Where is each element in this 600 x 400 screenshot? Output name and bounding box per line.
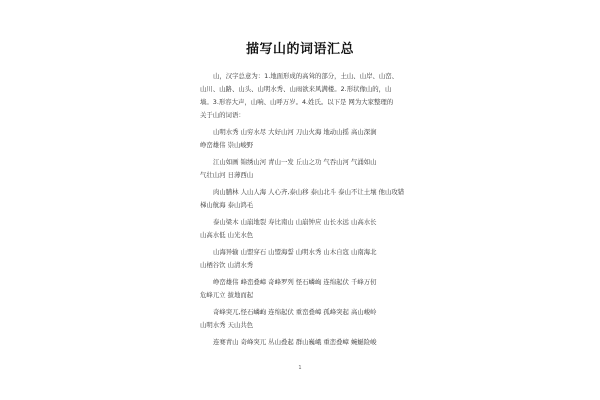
word-group-line: 山明水秀 天山共色 [200,321,254,329]
intro-line: 山，汉字总意为：1.地面形成的高耸的部分，土山、山岸、山峦、 [213,72,399,80]
word-group-line: 峥峦雄伟 崇山峻野 [200,141,254,149]
word-group-line: 山海异输 山盟穿石 山盟海誓 山明水秀 山木自寇 山南海北 [213,248,377,256]
word-group-line: 江山如画 锦绣山河 青山一发 丘山之功 气吞山河 气涌如山 [213,158,377,166]
word-group-line: 山明水秀 山穷水尽 大好山河 刀山火海 地动山摇 高山深涧 [213,128,377,136]
word-group-line: 危峰兀立 拔地而起 [200,291,254,299]
word-group-line: 连赛青山 奇峰突兀 丛山叠起 群山巍峨 重峦叠嶂 蜿蜒险峻 [213,338,377,346]
word-group [200,156,412,182]
word-group [200,216,412,242]
document-body [200,70,412,349]
word-group-line: 峥峦雄伟 峰峦叠嶂 奇峰罗列 怪石嶙峋 连绵起伏 千峰万仞 [213,278,377,286]
word-group-line: 山栖谷饮 山清水秀 [200,261,254,269]
word-group-line: 肉山脯林 人山人海 人心齐,泰山移 泰山北斗 泰山不让土壤 他山攻错 [213,188,405,196]
word-group-line: 气壮山河 日薄西山 [200,171,254,179]
word-group [200,276,412,302]
intro-line: 关于山的词语： [200,111,245,119]
intro-line: 墙。3.形容大声，山响、山呼万岁。4.姓氏。以下是 网为大家整理的 [200,98,394,106]
word-group [200,336,412,349]
word-group [200,306,412,332]
intro-paragraph [200,70,412,122]
word-group [200,126,412,152]
page-number: 1 [298,365,302,371]
word-group-line: 山高水低 山光水色 [200,231,254,239]
document-title: 描写山的词语汇总 [245,42,354,57]
intro-line: 山川、山路、山头、山明水秀、山雨欲来风满楼。2.形状像山的，山 [200,85,392,93]
word-group [200,246,412,272]
word-group-line: 奇峰突兀,怪石嶙峋 连绵起伏 重峦叠嶂 孤峰突起 高山峻岭 [213,308,377,316]
word-group-line: 泰山梁木 山崩地裂 寿比南山 山崩钟应 山长水远 山高水长 [213,218,377,226]
word-group-line: 梯山航海 泰山鸿毛 [200,201,254,209]
word-group [200,186,412,212]
